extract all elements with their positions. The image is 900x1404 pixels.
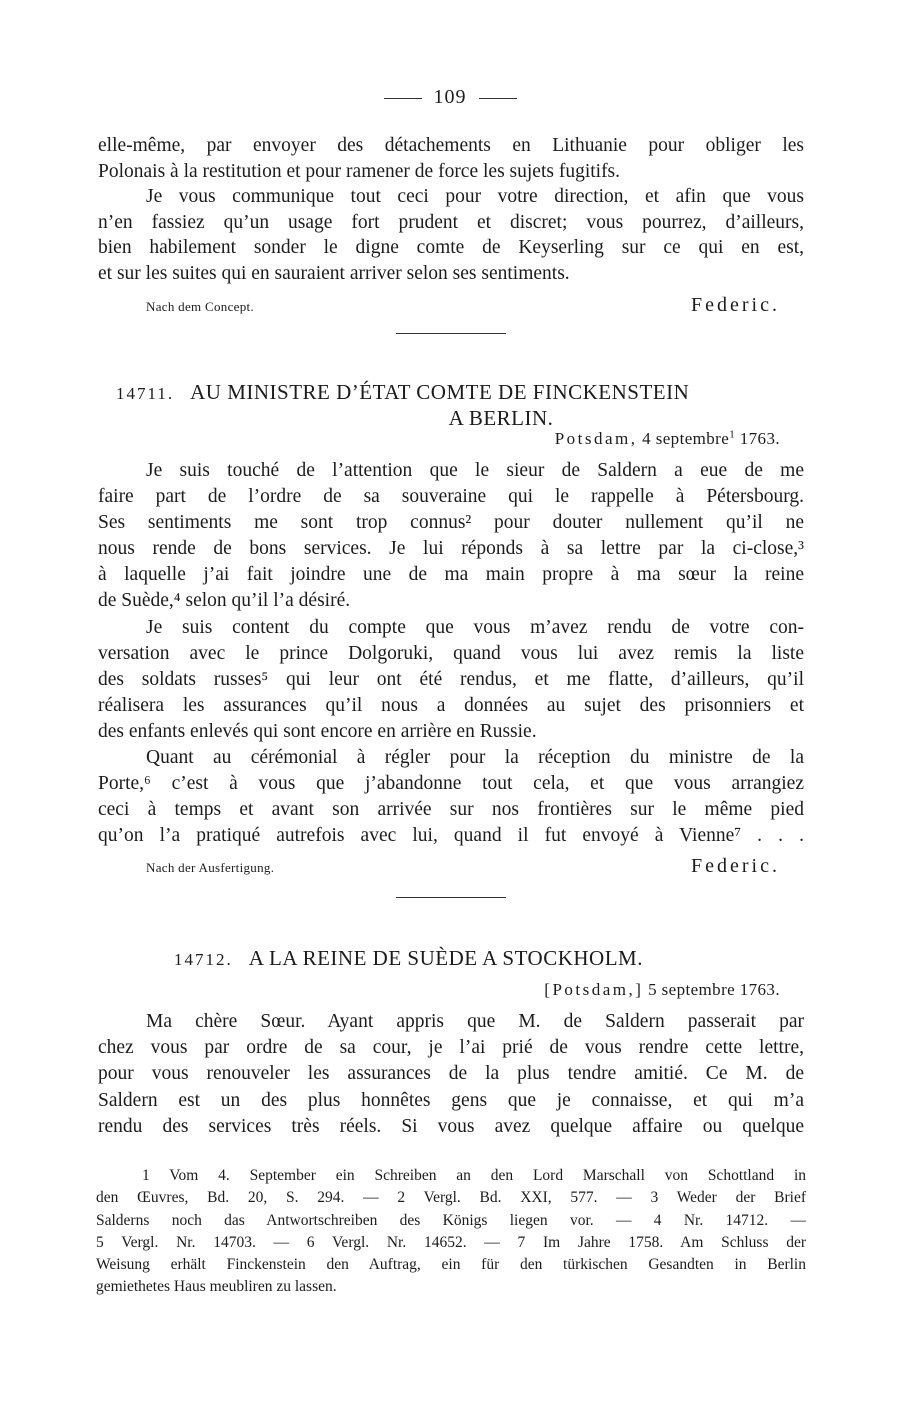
text-line: des enfants enlevés qui sont encore en arrière en Russie. xyxy=(98,720,537,742)
footnote-line: 1 Vom 4. September ein Schreiben an den Lord Marschall von Schottland in xyxy=(142,1167,806,1184)
text-line: à laquelle j’ai fait joindre une de ma main propre à ma sœur la reine xyxy=(98,564,804,586)
text-line: chez vous par ordre de sa cour, je l’ai prié de vous rendre cette lettre, xyxy=(98,1037,804,1059)
signature: Federic. xyxy=(691,855,780,877)
letter-number: 14711. xyxy=(116,384,175,403)
letter-heading xyxy=(98,946,804,972)
text-line: ceci à temps et avant son arrivée sur nos frontières sur le même pied xyxy=(98,799,804,821)
footnote-line: Weisung erhält Finckenstein den Auftrag, ein für den türkischen Gesandten in Berlin xyxy=(96,1256,806,1274)
footnote-line: Salderns noch das Antwortschreiben des Königs liegen vor. — 4 Nr. 14712. — xyxy=(96,1211,806,1229)
text-line: Quant au cérémonial à régler pour la réception du ministre de la xyxy=(146,747,804,769)
text-line: de Suède,⁴ selon qu’il l’a désiré. xyxy=(98,590,351,612)
footnote-ref: 1 xyxy=(729,428,736,441)
section-divider xyxy=(396,333,506,334)
section-divider xyxy=(396,897,506,898)
page-number-text: 109 xyxy=(433,86,467,108)
text-line: Ma chère Sœur. Ayant appris que M. de Saldern passerait par xyxy=(146,1011,804,1032)
text-line: Polonais à la restitution et pour ramener de force les sujets fugitifs. xyxy=(98,160,621,182)
letter-title: A LA REINE DE SUÈDE A STOCKHOLM. xyxy=(248,946,643,970)
letter-body xyxy=(98,458,804,849)
text-line: nous rende de bons services. Je lui réponds à sa lettre par la ci-close,³ xyxy=(98,538,804,560)
letter-title: AU MINISTRE D’ÉTAT COMTE DE FINCKENSTEIN xyxy=(190,380,690,404)
footnote-line: 5 Vergl. Nr. 14703. — 6 Vergl. Nr. 14652. — 7 Im Jahre 1758. Am Schluss der xyxy=(96,1233,806,1251)
text-line: Saldern est un des plus honnêtes gens que je connaisse, et qui m’a xyxy=(98,1089,804,1111)
source-note: Nach dem Concept. xyxy=(146,299,254,314)
text-line: Je vous communique tout ceci pour votre direction, et afin que vous xyxy=(146,186,804,207)
text-line: qu’on l’a pratiqué autrefois avec lui, quand il fut envoyé à Vienne⁷ . . . xyxy=(98,825,804,847)
dateline xyxy=(544,980,780,1000)
page-number-rule-right xyxy=(479,98,517,99)
closing-row xyxy=(146,852,780,878)
text-line: versation avec le prince Dolgoruki, quand vous lui avez remis la liste xyxy=(98,642,804,664)
page-number-rule-left xyxy=(384,98,422,99)
dateline-date: 4 septembre xyxy=(642,429,730,448)
footnotes xyxy=(96,1165,806,1299)
letter-number: 14712. xyxy=(174,950,233,969)
text-line: Porte,⁶ c’est à vous que j’abandonne tout cela, et que vous arrangiez xyxy=(98,773,804,795)
dateline-place: Potsdam, xyxy=(554,429,638,448)
letter-heading xyxy=(98,380,804,430)
text-line: réalisera les assurances qu’il nous a données au sujet des prisonniers et xyxy=(98,694,804,716)
text-line: elle-même, par envoyer des détachements en Lithuanie pour obliger les xyxy=(98,135,804,156)
signature: Federic. xyxy=(691,294,780,316)
footnote-line: gemiethetes Haus meubliren zu lassen. xyxy=(96,1278,337,1296)
page-number xyxy=(0,86,900,109)
dateline-year: 1763. xyxy=(739,429,780,448)
text-line: Ses sentiments me sont trop connus² pour douter nullement qu’il ne xyxy=(98,512,804,534)
continuation-text xyxy=(98,133,804,286)
dateline-date: 5 septembre 1763. xyxy=(648,980,780,999)
text-line: Je suis content du compte que vous m’avez rendu de votre con- xyxy=(146,616,804,638)
text-line: et sur les suites qui en sauraient arriver selon ses sentiments. xyxy=(98,262,570,284)
text-line: n’en fassiez qu’un usage fort prudent et discret; vous pourrez, d’ailleurs, xyxy=(98,211,804,233)
closing-row xyxy=(146,291,780,317)
letter-body xyxy=(98,1009,804,1140)
source-note: Nach der Ausfertigung. xyxy=(146,860,275,875)
text-line: Je suis touché de l’attention que le sieur de Saldern a eue de me xyxy=(146,460,804,481)
dateline xyxy=(555,429,780,449)
letter-title-line2: A BERLIN. xyxy=(448,406,554,430)
text-line: pour vous renouveler les assurances de la plus tendre amitié. Ce M. de xyxy=(98,1063,804,1085)
text-line: des soldats russes⁵ qui leur ont été rendus, et me flatte, d’ailleurs, qu’il xyxy=(98,668,804,690)
dateline-place: [Potsdam,] xyxy=(544,980,644,999)
text-line: bien habilement sonder le digne comte de Keyserling sur ce qui en est, xyxy=(98,237,804,258)
text-line: faire part de l’ordre de sa souveraine qui le rappelle à Pétersbourg. xyxy=(98,486,804,508)
footnote-line: den Œuvres, Bd. 20, S. 294. — 2 Vergl. Bd. XXI, 577. — 3 Weder der Brief xyxy=(96,1189,806,1207)
text-line: rendu des services très réels. Si vous avez quelque affaire ou quelque xyxy=(98,1115,804,1137)
